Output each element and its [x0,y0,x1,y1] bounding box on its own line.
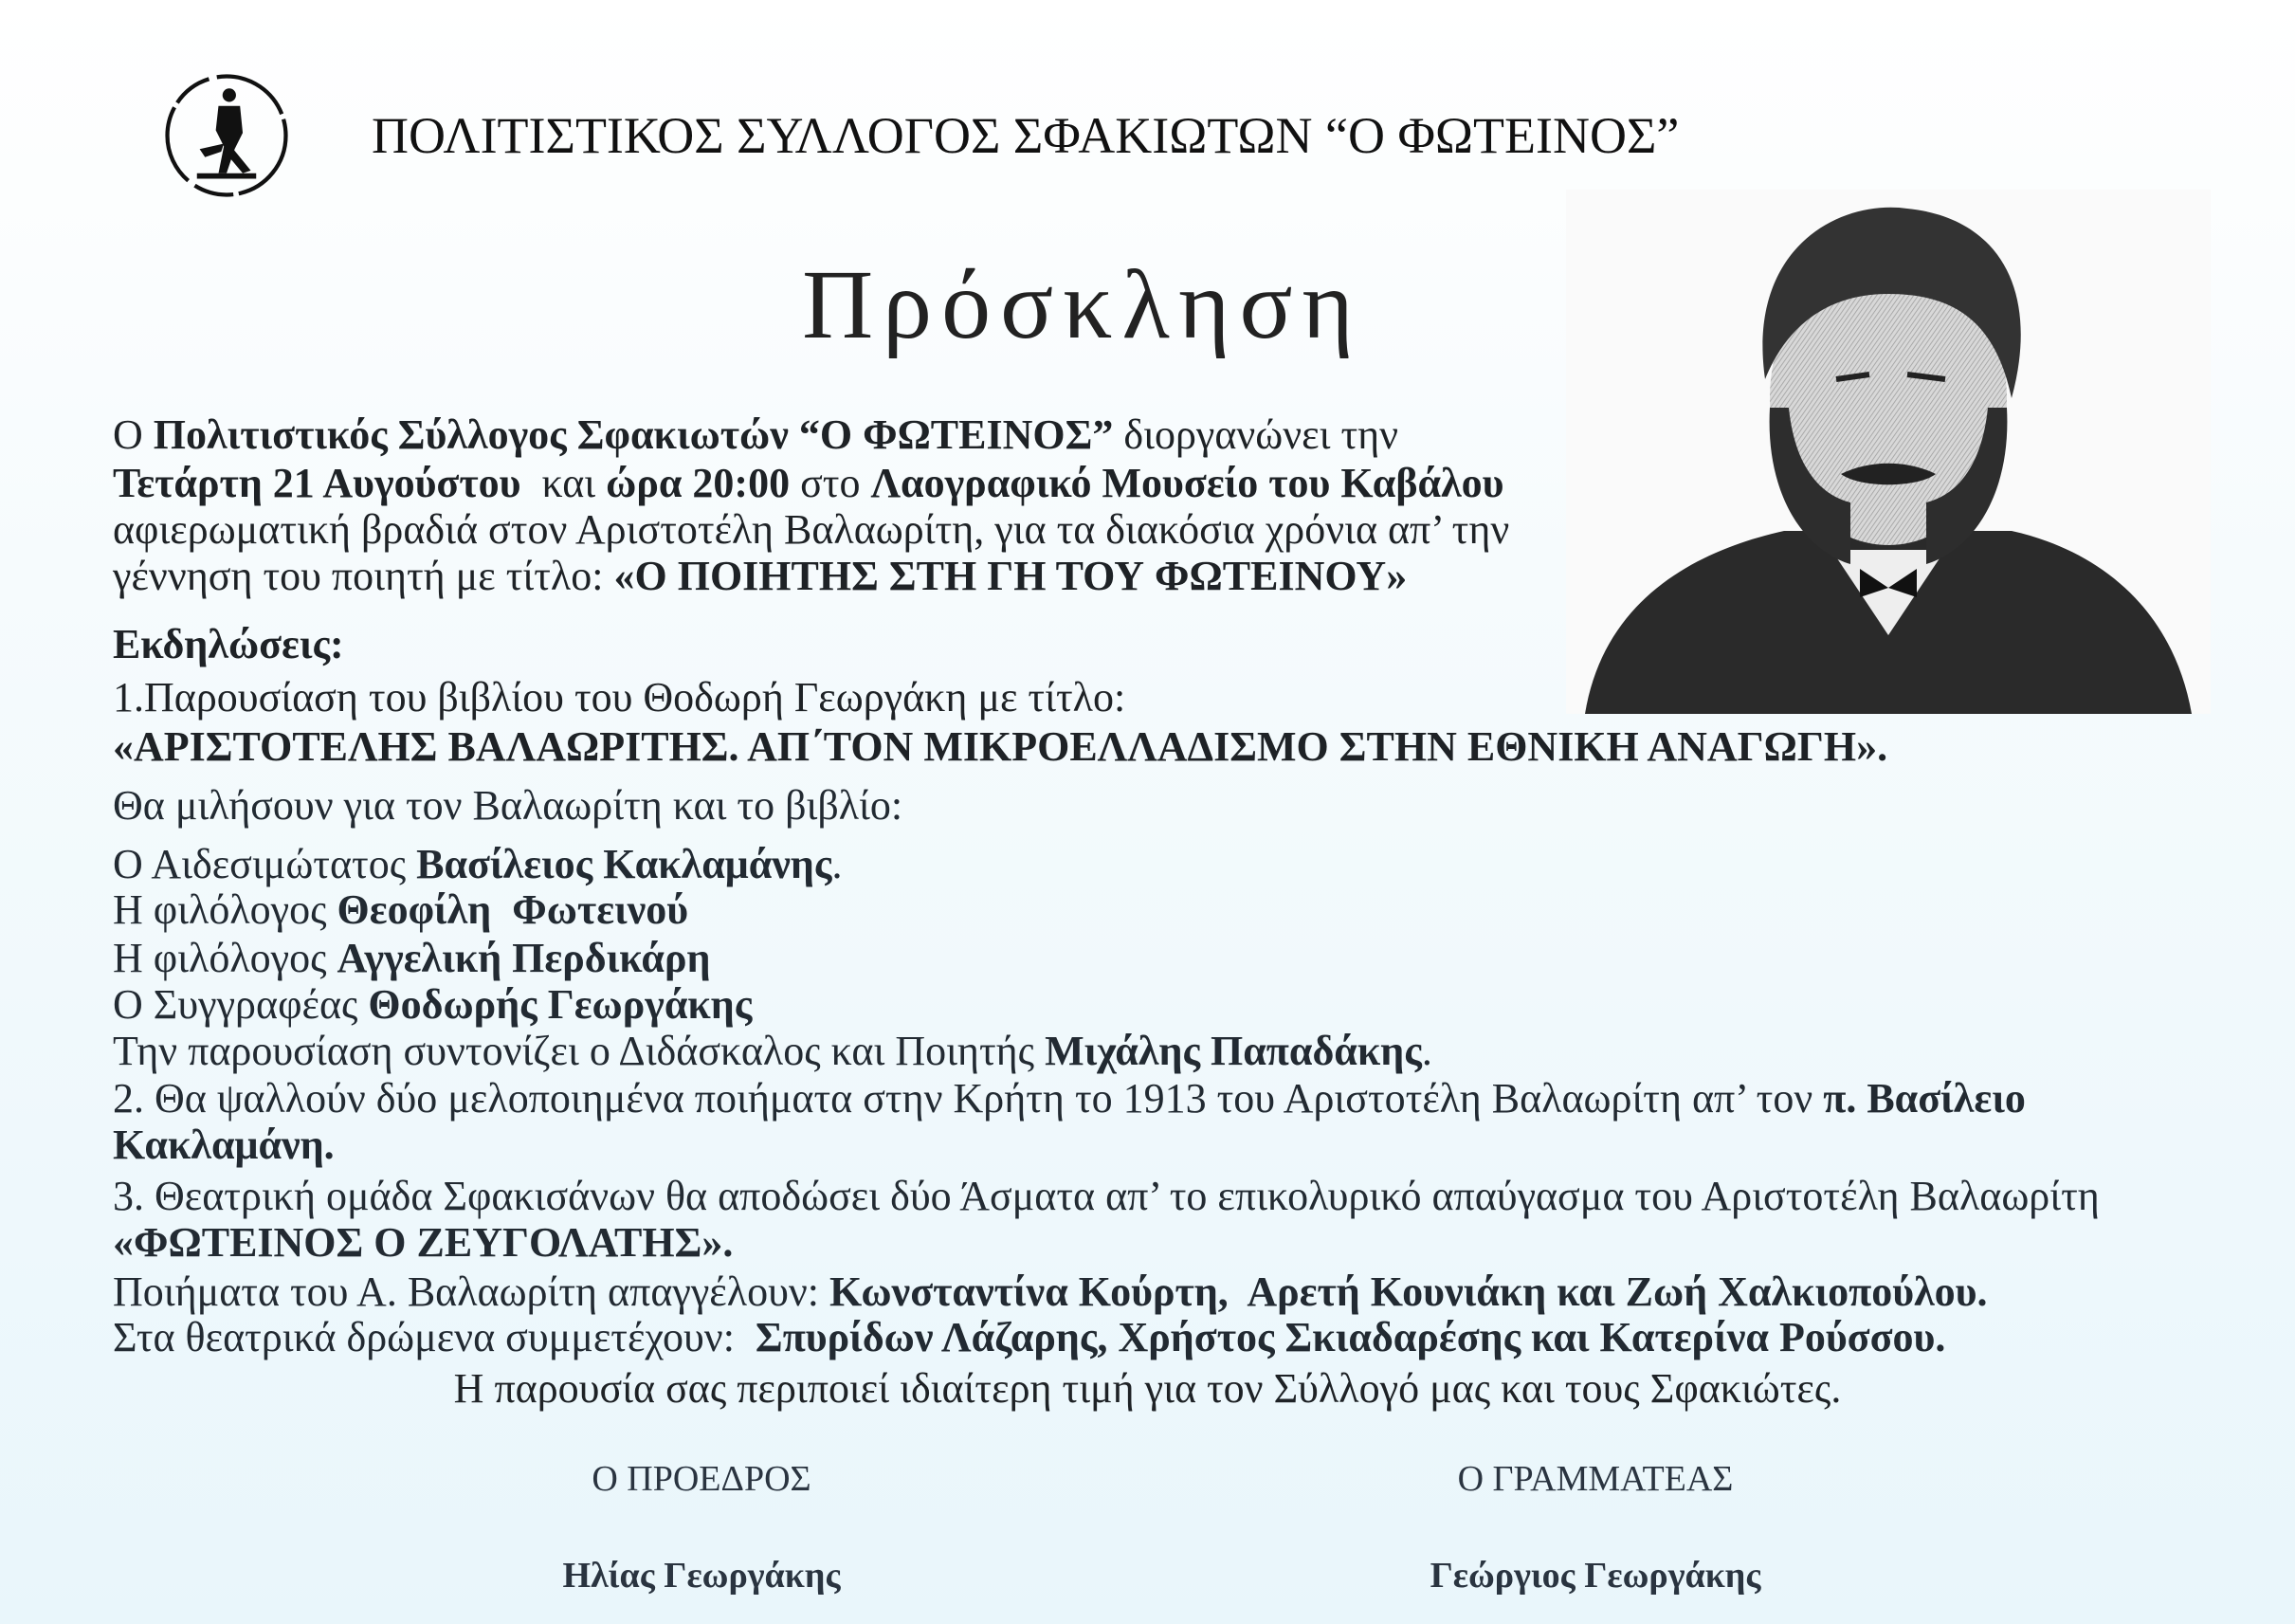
body-line [113,782,902,830]
bold-text: Τετάρτη 21 Αυγούστου [113,460,521,506]
bold-text: «Ο ΠΟΙΗΤΗΣ ΣΤΗ ΓΗ ΤΟΥ ΦΩΤΕΙΝΟΥ» [613,553,1408,599]
invitation-title: Πρόσκληση [802,250,1363,359]
portrait-engraving [1566,190,2211,714]
body-line [113,411,1398,459]
president-role: Ο ΠΡΟΕΔΡΟΣ [592,1459,811,1499]
text: διοργανώνει την [1113,411,1399,458]
text: . [831,841,843,887]
secretary-role: Ο ΓΡΑΜΜΑΤΕΑΣ [1457,1459,1734,1499]
bold-text: Πολιτιστικός Σύλλογος Σφακιωτών “Ο ΦΩΤΕΙΝΟΣ” [153,411,1114,458]
text: και [520,460,607,506]
text: 3. Θεατρική ομάδα Σφακισάνων θα αποδώσει δύο Άσματα απ’ το επικολυρικό απαύγασμα του Αριστοτέλη Βαλαωρίτη [113,1173,2100,1219]
body-line [113,506,1509,554]
text: Την παρουσίαση συντονίζει ο Διδάσκαλος και Ποιητής [113,1028,1046,1074]
bold-text: π. Βασίλειο [1823,1075,2026,1122]
text: Θα μιλήσουν για τον Βαλαωρίτη και το βιβλίο: [113,782,903,829]
text: Στα θεατρικά δρώμενα συμμετέχουν: [113,1314,756,1360]
body-line [113,1075,2026,1122]
body-line [113,723,1887,771]
text: Η φιλόλογος [113,935,337,981]
text: στο [790,460,871,506]
body-line [113,886,688,934]
text: . [1421,1028,1432,1074]
body-line [113,1173,2100,1220]
organization-logo [159,68,294,203]
bold-text: Θοδωρής Γεωργάκης [368,981,753,1028]
text: Ο [113,411,154,458]
text: Η φιλόλογος [113,886,337,933]
text: 2. Θα ψαλλούν δύο μελοποιημένα ποιήματα στην Κρήτη το 1913 του Αριστοτέλη Βαλαωρίτη απ’ τον [113,1075,1824,1122]
text: 1.Παρουσίαση του βιβλίου του Θοδωρή Γεωργάκη με τίτλο: [113,674,1126,721]
body-line [113,935,710,982]
body-line [113,1028,1432,1075]
body-line [113,674,1125,721]
president-name: Ηλίας Γεωργάκης [562,1556,841,1596]
bold-text: Λαογραφικό Μουσείο του Καβάλου [870,460,1504,506]
text: Ο Συγγραφέας [113,981,369,1028]
text: γέννηση του ποιητή με τίτλο: [113,553,614,599]
body-line [113,1122,335,1169]
body-line [113,841,842,888]
body-line [113,1268,1988,1316]
body-line [113,1314,1945,1361]
text: αφιερωματική βραδιά στον Αριστοτέλη Βαλαωρίτη, για τα διακόσια χρόνια απ’ την [113,506,1510,553]
bold-text: Εκδηλώσεις: [113,621,344,667]
body-line [113,1219,733,1267]
bold-text: Βασίλειος Κακλαμάνης [416,841,832,887]
body-line [113,553,1407,600]
bold-text: Μιχάλης Παπαδάκης [1045,1028,1422,1074]
body-line [113,621,344,668]
bold-text: «ΑΡΙΣΤΟΤΕΛΗΣ ΒΑΛΑΩΡΙΤΗΣ. ΑΠ΄ΤΟΝ ΜΙΚΡΟΕΛΛΑΔΙΣΜΟ ΣΤΗΝ ΕΘΝΙΚΗ ΑΝΑΓΩΓΗ». [113,723,1888,770]
bold-text: «ΦΩΤΕΙΝΟΣ Ο ΖΕΥΓΟΛΑΤΗΣ». [113,1219,734,1266]
body-line [113,460,1504,507]
bold-text: Κακλαμάνη. [113,1122,335,1168]
organization-name: ΠΟΛΙΤΙΣΤΙΚΟΣ ΣΥΛΛΟΓΟΣ ΣΦΑΚΙΩΤΩΝ “Ο ΦΩΤΕΙΝΟΣ” [372,107,1680,164]
body-line [113,981,752,1029]
text: Ποιήματα του Α. Βαλαωρίτη απαγγέλουν: [113,1268,829,1315]
text: Ο Αιδεσιμώτατος [113,841,417,887]
bold-text: Αγγελική Περδικάρη [337,935,711,981]
secretary-name: Γεώργιος Γεωργάκης [1430,1556,1761,1596]
bold-text: Σπυρίδων Λάζαρης, Χρήστος Σκιαδαρέσης και Κατερίνα Ρούσσου. [755,1314,1946,1360]
bold-text: ώρα 20:00 [606,460,791,506]
closing-line: Η παρουσία σας περιποιεί ιδιαίτερη τιμή για τον Σύλλογό μας και τους Σφακιώτες. [453,1365,1842,1412]
bold-text: Θεοφίλη Φωτεινού [337,886,689,933]
bold-text: Κωνσταντίνα Κούρτη, Αρετή Κουνιάκη και Ζωή Χαλκιοπούλου. [829,1268,1988,1315]
